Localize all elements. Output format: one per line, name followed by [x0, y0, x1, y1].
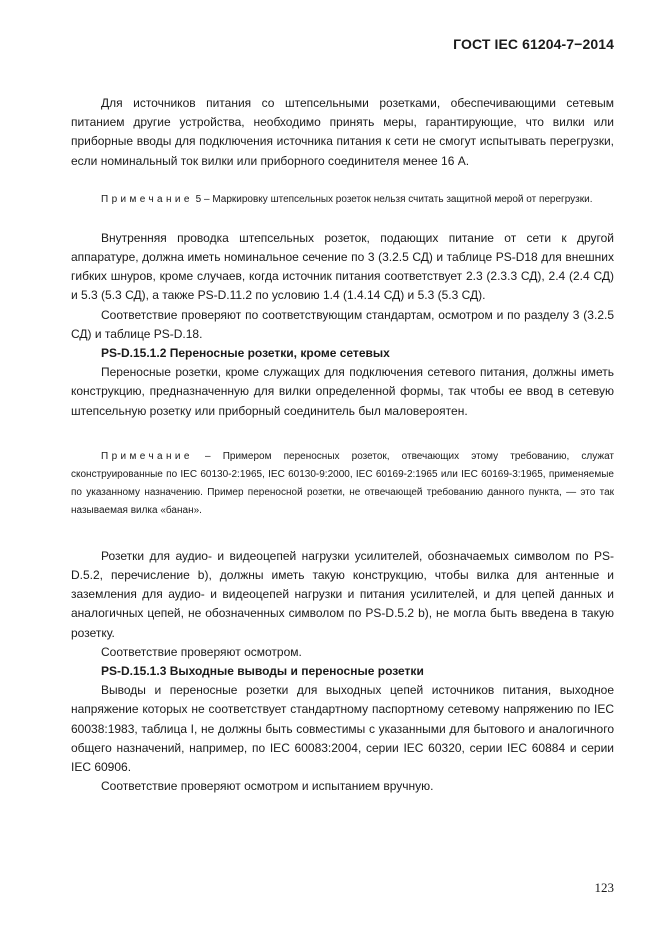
paragraph: Переносные розетки, кроме служащих для подключения сетевого питания, должны иметь конструкцию, предназначенную для вилки определенной формы, так чтобы ее ввод в сетевую штепсельную розетку или приборный соединитель был маловероятен. [71, 365, 614, 418]
note [71, 191, 614, 209]
paragraph: Выводы и переносные розетки для выходных цепей источников питания, выходное напряжение которых не соответствует стандартному паспортному сетевому напряжению по IEC 60038:1983, таблица I, не должны быть совместимы с указанными для бытового и аналогичного общего назначений, например, по IEC 60083:2004, серии IEC 60320, серии IEC 60884 и серии IEC 60906. [71, 683, 614, 775]
note-label: Примечание [101, 450, 193, 462]
section-heading: PS-D.15.1.3 Выходные выводы и переносные розетки [101, 664, 424, 679]
note-text: – Примером переносных розеток, отвечающих этому требованию, служат сконструированные по IEC 60130-2:1965, IEC 60130-9:2000, IEC 60169-2:1965 или IEC 60169-3:1965, применяемые по указанному назначению. Пример переносной розетки, не отвечающей требованию данного пункта, — это так называемая вилка «банан». [71, 450, 614, 516]
page-number: 123 [594, 880, 614, 895]
document-body [71, 94, 614, 796]
document-header: ГОСТ IEC 61204-7−2014 [453, 36, 614, 52]
paragraph: Розетки для аудио- и видеоцепей нагрузки усилителей, обозначаемых символом по PS-D.5.2, перечисление b), должны иметь такую конструкцию, чтобы вилка для антенные и заземления для аудио- и видеоцепей нагрузки и питания усилителей, и для цепей данных и аналогичных цепей, не обозначенных символом по PS-D.5.2 b), не могла быть введена в такую розетку. [71, 548, 614, 640]
paragraph: Соответствие проверяют осмотром. [101, 644, 302, 659]
note-label: Примечание [101, 193, 193, 205]
note [71, 448, 614, 520]
paragraph: Соответствие проверяют по соответствующим стандартам, осмотром и по разделу 3 (3.2.5 СД) и таблице PS-D.18. [71, 307, 614, 341]
paragraph: Для источников питания со штепсельными розетками, обеспечивающими сетевым питанием другие устройства, необходимо принять меры, гарантирующие, что вилки или приборные вводы для подключения источника питания к сети не смогут испытывать перегрузки, если номинальный ток вилки или приборного соединителя менее 16 А. [71, 96, 614, 168]
note-text: 5 – Маркировку штепсельных розеток нельзя считать защитной мерой от перегрузки. [192, 193, 593, 205]
section-heading: PS-D.15.1.2 Переносные розетки, кроме сетевых [101, 346, 390, 361]
paragraph: Внутренняя проводка штепсельных розеток, подающих питание от сети к другой аппаратуре, должна иметь номинальное сечение по 3 (3.2.5 СД) и таблице PS-D18 для внешних гибких шнуров, кроме случаев, когда источник питания соответствует 2.3 (2.3.3 СД), 2.4 (2.4 СД) и 5.3 (5.3 СД), а также PS-D.11.2 по условию 1.4 (1.4.14 СД) и 5.3 (5.3 СД). [71, 230, 614, 303]
paragraph: Соответствие проверяют осмотром и испытанием вручную. [101, 779, 434, 794]
